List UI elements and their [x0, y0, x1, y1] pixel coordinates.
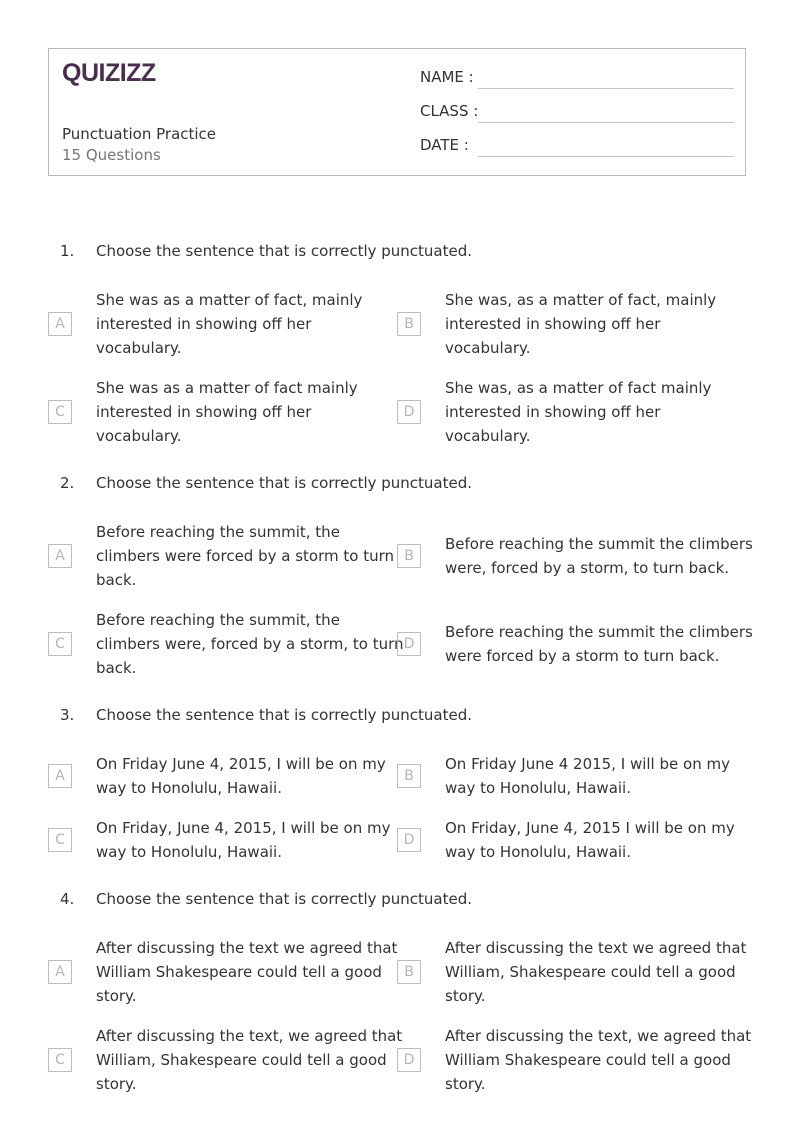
- option-text: [445, 376, 711, 448]
- worksheet-header: [48, 48, 746, 176]
- option-line: On Friday, June 4, 2015 I will be on my: [445, 819, 735, 837]
- option-text: [445, 620, 753, 668]
- option-text: [445, 752, 730, 800]
- question-prompt: Choose the sentence that is correctly punctuated.: [96, 890, 473, 908]
- option-line: She was as a matter of fact mainly: [96, 379, 358, 397]
- option-text: [445, 816, 735, 864]
- question-prompt: Choose the sentence that is correctly punctuated.: [96, 706, 473, 724]
- option-line: climbers were forced by a storm to turn: [96, 547, 394, 565]
- option-line: On Friday June 4, 2015, I will be on my: [96, 755, 386, 773]
- option-line: vocabulary.: [445, 427, 531, 445]
- option-line: She was, as a matter of fact, mainly: [445, 291, 717, 309]
- name-field[interactable]: [420, 68, 734, 90]
- option-line: story.: [96, 987, 137, 1005]
- option-line: William, Shakespeare could tell a good: [445, 963, 736, 981]
- option-letter-box[interactable]: D: [397, 400, 421, 424]
- option-text: [96, 1024, 402, 1096]
- option-line: After discussing the text, we agreed that: [445, 1027, 752, 1045]
- option-line: vocabulary.: [445, 339, 531, 357]
- option-text: [96, 936, 397, 1008]
- option-letter-box[interactable]: A: [48, 544, 72, 568]
- option-line: interested in showing off her: [96, 403, 312, 421]
- option-text: [445, 1024, 751, 1096]
- quizizz-logo: QUIZIZZ: [62, 59, 156, 87]
- option-line: were forced by a storm to turn back.: [445, 647, 720, 665]
- option-line: William Shakespeare could tell a good: [445, 1051, 731, 1069]
- option-text: [445, 532, 753, 580]
- option-line: interested in showing off her: [96, 315, 312, 333]
- option-line: way to Honolulu, Hawaii.: [96, 843, 282, 861]
- option-line: She was as a matter of fact, mainly: [96, 291, 363, 309]
- option-line: vocabulary.: [96, 427, 182, 445]
- question-prompt: Choose the sentence that is correctly punctuated.: [96, 242, 473, 260]
- option-text: [96, 816, 391, 864]
- option-line: way to Honolulu, Hawaii.: [96, 779, 282, 797]
- option-line: Before reaching the summit, the: [96, 611, 340, 629]
- name-line[interactable]: [478, 88, 734, 89]
- option-line: climbers were, forced by a storm, to turn: [96, 635, 404, 653]
- option-line: She was, as a matter of fact mainly: [445, 379, 712, 397]
- worksheet-title: Punctuation Practice: [62, 125, 217, 143]
- class-field[interactable]: [420, 102, 734, 124]
- option-text: [96, 752, 386, 800]
- option-line: vocabulary.: [96, 339, 182, 357]
- option-letter-box[interactable]: B: [397, 764, 421, 788]
- option-letter-box[interactable]: A: [48, 312, 72, 336]
- option-letter-box[interactable]: C: [48, 632, 72, 656]
- option-text: [96, 288, 362, 360]
- option-letter-box[interactable]: C: [48, 828, 72, 852]
- option-line: On Friday, June 4, 2015, I will be on my: [96, 819, 391, 837]
- option-line: After discussing the text we agreed that: [96, 939, 398, 957]
- option-line: William, Shakespeare could tell a good: [96, 1051, 387, 1069]
- question-count: 15 Questions: [62, 146, 161, 164]
- option-letter-box[interactable]: B: [397, 960, 421, 984]
- name-label: NAME :: [420, 68, 474, 86]
- option-text: [96, 376, 358, 448]
- option-letter-box[interactable]: B: [397, 312, 421, 336]
- option-letter-box[interactable]: A: [48, 960, 72, 984]
- option-line: After discussing the text we agreed that: [445, 939, 747, 957]
- option-letter-box[interactable]: A: [48, 764, 72, 788]
- option-line: interested in showing off her: [445, 403, 661, 421]
- question-number: 1.: [60, 242, 75, 260]
- option-line: After discussing the text, we agreed that: [96, 1027, 403, 1045]
- date-label: DATE :: [420, 136, 469, 154]
- option-letter-box[interactable]: D: [397, 828, 421, 852]
- class-line[interactable]: [478, 122, 734, 123]
- option-line: William Shakespeare could tell a good: [96, 963, 382, 981]
- option-line: way to Honolulu, Hawaii.: [445, 779, 631, 797]
- option-letter-box[interactable]: D: [397, 632, 421, 656]
- option-line: Before reaching the summit, the: [96, 523, 340, 541]
- option-text: [445, 936, 746, 1008]
- date-line[interactable]: [478, 156, 734, 157]
- option-letter-box[interactable]: B: [397, 544, 421, 568]
- class-label: CLASS :: [420, 102, 479, 120]
- option-line: story.: [445, 987, 486, 1005]
- option-line: Before reaching the summit the climbers: [445, 623, 753, 641]
- option-text: [445, 288, 716, 360]
- question-prompt: Choose the sentence that is correctly punctuated.: [96, 474, 473, 492]
- option-line: story.: [96, 1075, 137, 1093]
- option-line: Before reaching the summit the climbers: [445, 535, 753, 553]
- option-line: back.: [96, 659, 137, 677]
- option-letter-box[interactable]: C: [48, 400, 72, 424]
- option-letter-box[interactable]: D: [397, 1048, 421, 1072]
- option-line: story.: [445, 1075, 486, 1093]
- option-line: On Friday June 4 2015, I will be on my: [445, 755, 730, 773]
- option-line: back.: [96, 571, 137, 589]
- option-line: way to Honolulu, Hawaii.: [445, 843, 631, 861]
- question-number: 2.: [60, 474, 75, 492]
- question-number: 4.: [60, 890, 75, 908]
- option-text: [96, 608, 404, 680]
- option-text: [96, 520, 394, 592]
- option-line: were, forced by a storm, to turn back.: [445, 559, 730, 577]
- option-letter-box[interactable]: C: [48, 1048, 72, 1072]
- date-field[interactable]: [420, 136, 734, 158]
- question-number: 3.: [60, 706, 75, 724]
- option-line: interested in showing off her: [445, 315, 661, 333]
